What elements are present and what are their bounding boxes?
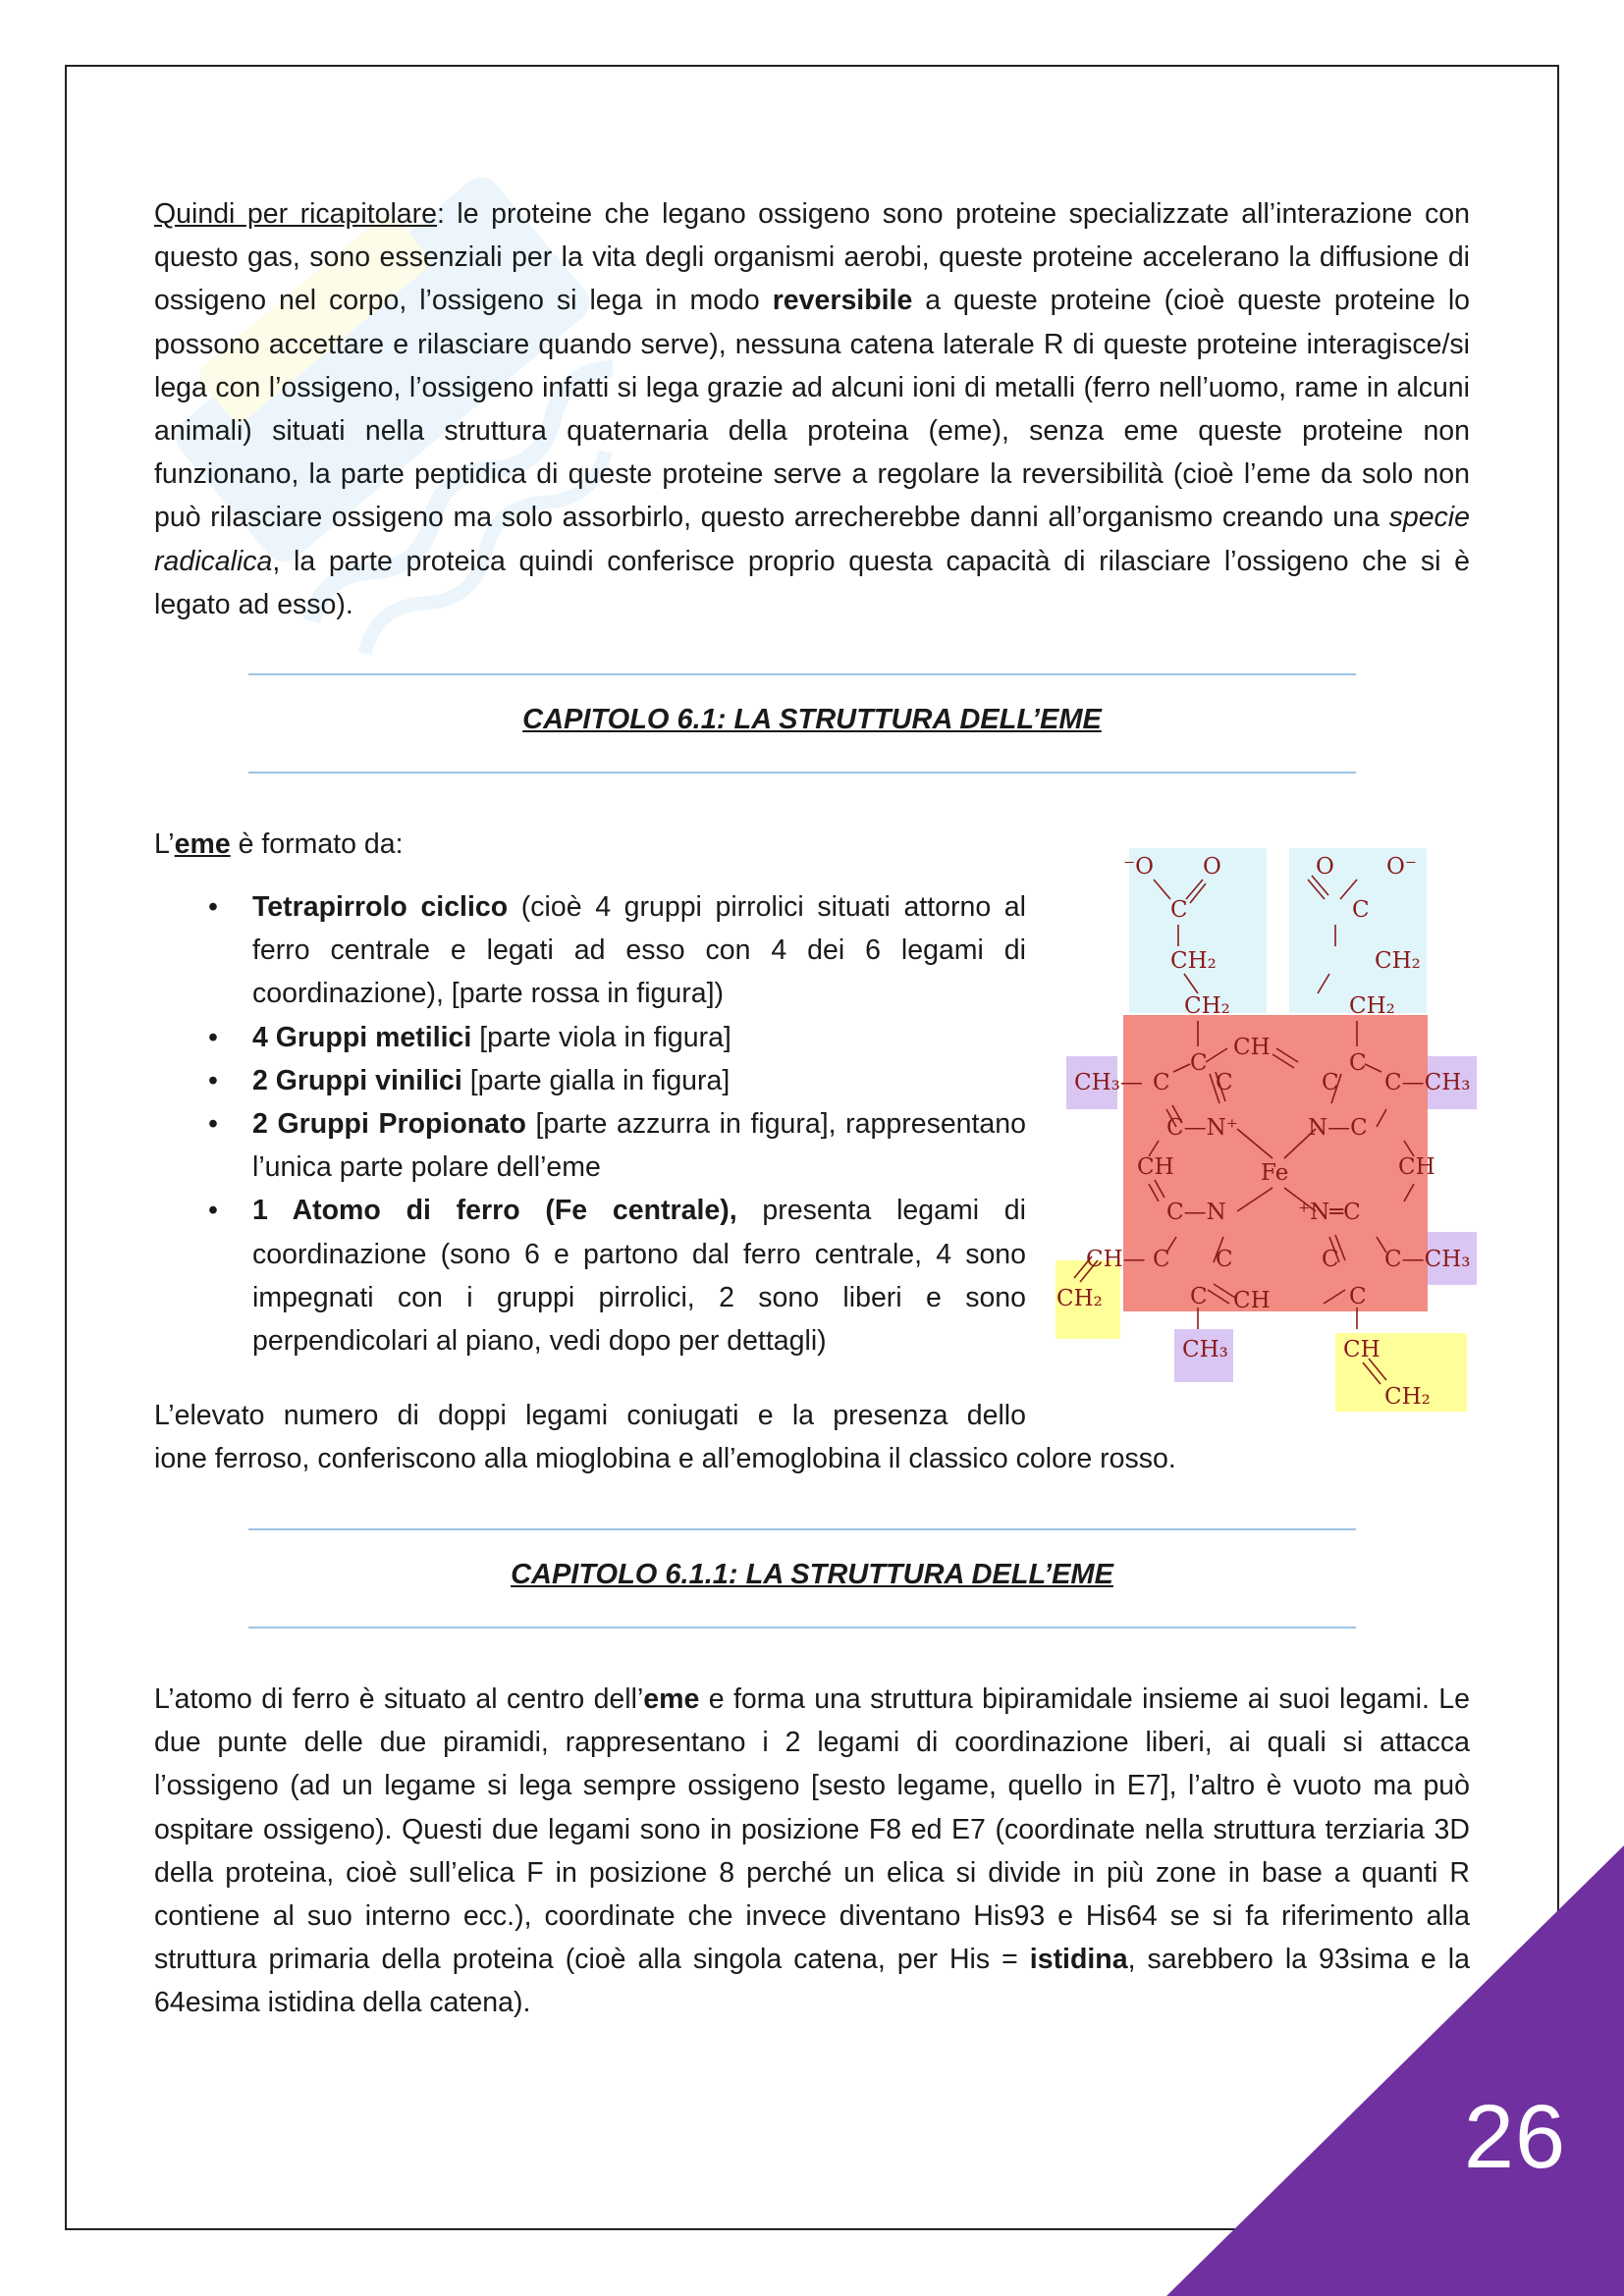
svg-text:CH—: CH— <box>1086 1247 1146 1272</box>
list-item: • 4 Gruppi metilici [parte viola in figura] <box>208 1021 731 1053</box>
intro-paragraph: Quindi per ricapitolare: le proteine che legano ossigeno sono proteine specializzate all’interazione con questo gas, sono essenziali per la vita degli organismi aerobi, queste proteine accelerano la diffusione di ossigeno nel corpo, l’ossigeno si lega in modo reversibile a queste proteine (cioè queste proteine lo possono accettare e rilasciare quando serve), nessuna catena laterale R di queste proteine interagisce/si lega con l’ossigeno, l’ossigeno infatti si lega grazie ad alcuni ioni di metalli (ferro nell’uomo, rame in alcuni animali) situati nella struttura quaternaria della proteina (eme), senza eme queste proteine non funzionano, la parte peptidica di queste proteine serve a regolare la reversibilità (cioè l’eme da solo non può rilasciare ossigeno ma solo assorbirlo, questo arrecherebbe danni all’organismo creando una specie radicalica, la parte proteica quindi conferisce proprio questa capacità di rilasciare l’ossigeno che si è legato ad esso). <box>154 198 1470 620</box>
divider <box>248 1627 1356 1629</box>
heme-structure-figure <box>1051 846 1479 1415</box>
svg-text:CH₂: CH₂ <box>1170 948 1217 974</box>
iron-paragraph: L’atomo di ferro è situato al centro dell’eme e forma una struttura bipiramidale insieme ai suoi legami. Le due punte delle due piramidi, rappresentano i 2 legami di coordinazione liberi, ai quali si attacca l’ossigeno (ad un legame si lega sempre ossigeno [sesto legame, quello in E7], l’altro è vuoto ma può ospitare ossigeno). Questi due legami sono in posizione F8 ed E7 (coordinate nella struttura terziaria 3D della proteina, cioè sull’elica F in posizione 8 perché un elica si divide in più zone in base a quanti R contiene al suo interno ecc.), coordinate che invece diventano His93 e His64 se si fa riferimento alla struttura primaria della proteina (cioè alla singola catena, per His = istidina, sarebbero la 93sima e la 64esima istidina della catena). <box>154 1683 1470 2019</box>
divider <box>248 673 1356 675</box>
heme-diagram <box>1051 846 1479 1415</box>
list-item: • 2 Gruppi vinilici [parte gialla in figura] <box>208 1064 731 1096</box>
svg-text:C: C <box>1352 897 1370 923</box>
svg-text:C—CH₃: C—CH₃ <box>1384 1070 1471 1095</box>
svg-text:C: C <box>1153 1247 1170 1272</box>
svg-text:C: C <box>1349 1284 1367 1309</box>
page-number: 26 <box>1463 2087 1567 2187</box>
svg-text:C: C <box>1216 1070 1233 1095</box>
section-heading-6-1-1: CAPITOLO 6.1.1: LA STRUTTURA DELL’EME <box>511 1559 1113 1590</box>
divider <box>248 1528 1356 1530</box>
svg-text:⁻O: ⁻O <box>1123 854 1154 880</box>
svg-text:O⁻: O⁻ <box>1386 854 1417 880</box>
svg-text:C: C <box>1322 1247 1339 1272</box>
svg-text:C: C <box>1322 1070 1339 1095</box>
svg-text:C: C <box>1190 1050 1208 1076</box>
svg-text:C: C <box>1153 1070 1170 1095</box>
list-item: • 2 Gruppi Propionato [parte azzurra in figura], rappresentano l’unica parte polare dell’eme <box>208 1108 1026 1184</box>
divider <box>248 772 1356 774</box>
svg-text:C: C <box>1190 1284 1208 1309</box>
svg-text:CH₃—: CH₃— <box>1074 1070 1143 1095</box>
svg-text:Fe: Fe <box>1261 1160 1289 1186</box>
svg-text:CH₂: CH₂ <box>1184 993 1230 1019</box>
heme-term: eme <box>174 828 231 860</box>
svg-text:CH₂: CH₂ <box>1056 1286 1103 1311</box>
list-item: • 1 Atomo di ferro (Fe centrale), presenta legami di coordinazione (sono 6 e partono dal ferro centrale, 4 sono impegnati con i gruppi pirrolici, 2 sono liberi e sono perpendicolari al piano, vedi dopo per dettagli) <box>208 1195 1026 1358</box>
svg-text:C—N⁺: C—N⁺ <box>1166 1115 1238 1141</box>
recap-lead: Quindi per ricapitolare <box>154 198 437 230</box>
svg-text:⁺N═C: ⁺N═C <box>1298 1200 1361 1225</box>
svg-text:O: O <box>1316 854 1334 880</box>
svg-text:C: C <box>1216 1247 1233 1272</box>
svg-text:C—N: C—N <box>1166 1200 1226 1225</box>
svg-text:CH: CH <box>1398 1154 1435 1180</box>
svg-text:CH₂: CH₂ <box>1349 993 1395 1019</box>
svg-text:N—C: N—C <box>1308 1115 1368 1141</box>
svg-text:CH: CH <box>1233 1035 1271 1060</box>
svg-text:CH: CH <box>1343 1337 1380 1362</box>
svg-text:O: O <box>1203 854 1221 880</box>
svg-text:CH: CH <box>1137 1154 1174 1180</box>
svg-text:C: C <box>1170 897 1188 923</box>
svg-text:CH₂: CH₂ <box>1384 1384 1431 1410</box>
svg-text:C: C <box>1349 1050 1367 1076</box>
svg-text:CH₂: CH₂ <box>1375 948 1421 974</box>
svg-text:C—CH₃: C—CH₃ <box>1384 1247 1471 1272</box>
svg-text:CH₃: CH₃ <box>1182 1337 1228 1362</box>
section-heading-6-1: CAPITOLO 6.1: LA STRUTTURA DELL’EME <box>522 704 1102 735</box>
heme-intro: L’eme è formato da: <box>154 828 404 860</box>
heme-components-list <box>154 885 1026 1362</box>
svg-text:CH: CH <box>1233 1288 1271 1313</box>
heme-color-note: L’elevato numero di doppi legami coniugati e la presenza dello ione ferroso, conferiscono alla mioglobina e all’emoglobina il classico colore rosso. <box>154 1400 1176 1475</box>
list-item: • Tetrapirrolo ciclico (cioè 4 gruppi pirrolici situati attorno al ferro centrale e legati ad esso con 4 dei 6 legami di coordinazione), [parte rossa in figura]) <box>208 891 1026 1010</box>
